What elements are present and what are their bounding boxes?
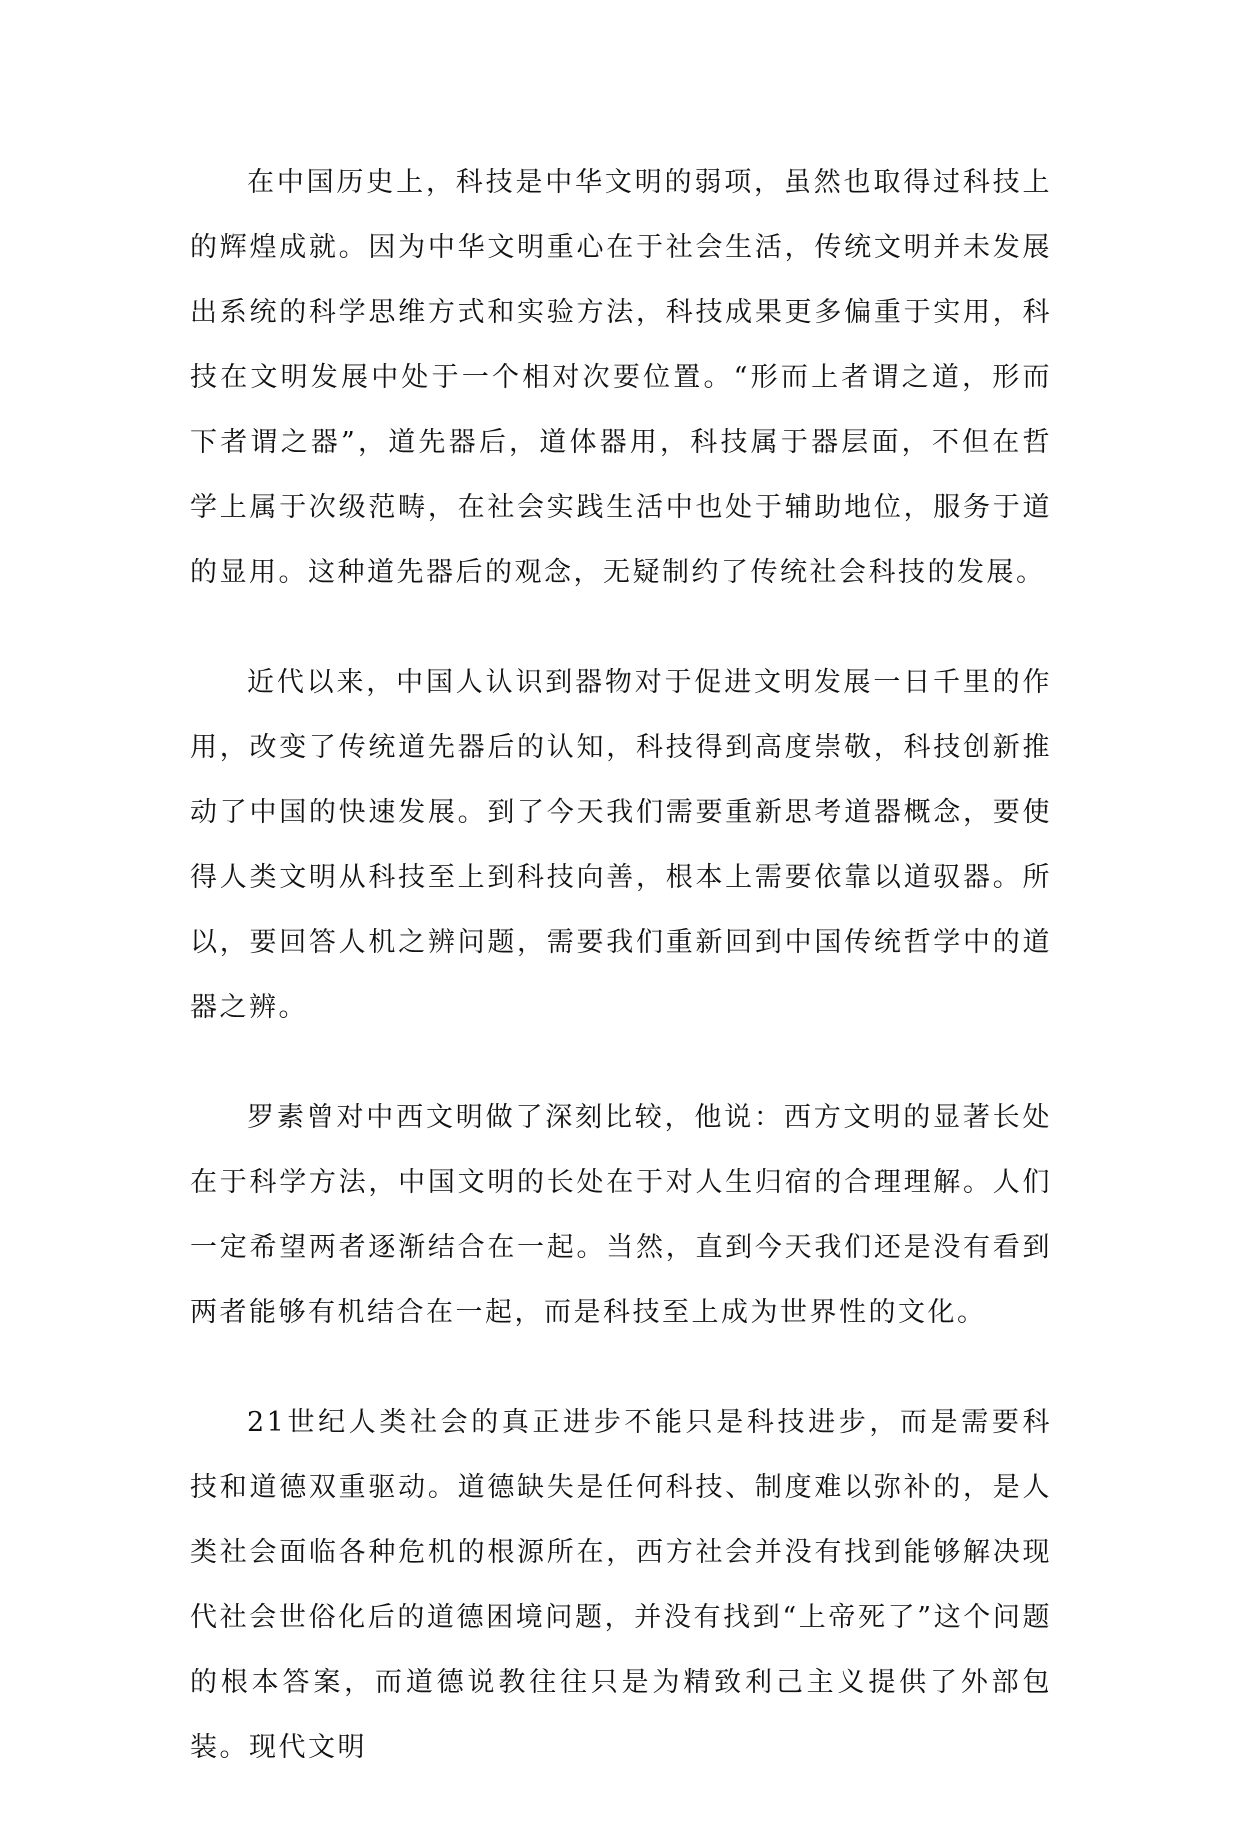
paragraph-1: 在中国历史上，科技是中华文明的弱项，虽然也取得过科技上的辉煌成就。因为中华文明重心在于社会生活，传统文明并未发展出系统的科学思维方式和实验方法，科技成果更多偏重于实用，科技在文明发展中处于一个相对次要位置。“形而上者谓之道，形而下者谓之器”，道先器后，道体器用，科技属于器层面，不但在哲学上属于次级范畴，在社会实践生活中也处于辅助地位，服务于道的显用。这种道先器后的观念，无疑制约了传统社会科技的发展。 [190,167,1052,588]
document-body [190,150,1052,1825]
paragraph-3: 罗素曾对中西文明做了深刻比较，他说：西方文明的显著长处在于科学方法，中国文明的长处在于对人生归宿的合理理解。人们一定希望两者逐渐结合在一起。当然，直到今天我们还是没有看到两者能够有机结合在一起，而是科技至上成为世界性的文化。 [190,1102,1052,1328]
paragraph-4: 21世纪人类社会的真正进步不能只是科技进步，而是需要科技和道德双重驱动。道德缺失是任何科技、制度难以弥补的，是人类社会面临各种危机的根源所在，西方社会并没有找到能够解决现代社会世俗化后的道德困境问题，并没有找到“上帝死了”这个问题的根本答案，而道德说教往往只是为精致利己主义提供了外部包装。现代文明 [190,1407,1052,1763]
paragraph-2: 近代以来，中国人认识到器物对于促进文明发展一日千里的作用，改变了传统道先器后的认知，科技得到高度崇敬，科技创新推动了中国的快速发展。到了今天我们需要重新思考道器概念，要使得人类文明从科技至上到科技向善，根本上需要依靠以道驭器。所以，要回答人机之辨问题，需要我们重新回到中国传统哲学中的道器之辨。 [190,667,1052,1023]
